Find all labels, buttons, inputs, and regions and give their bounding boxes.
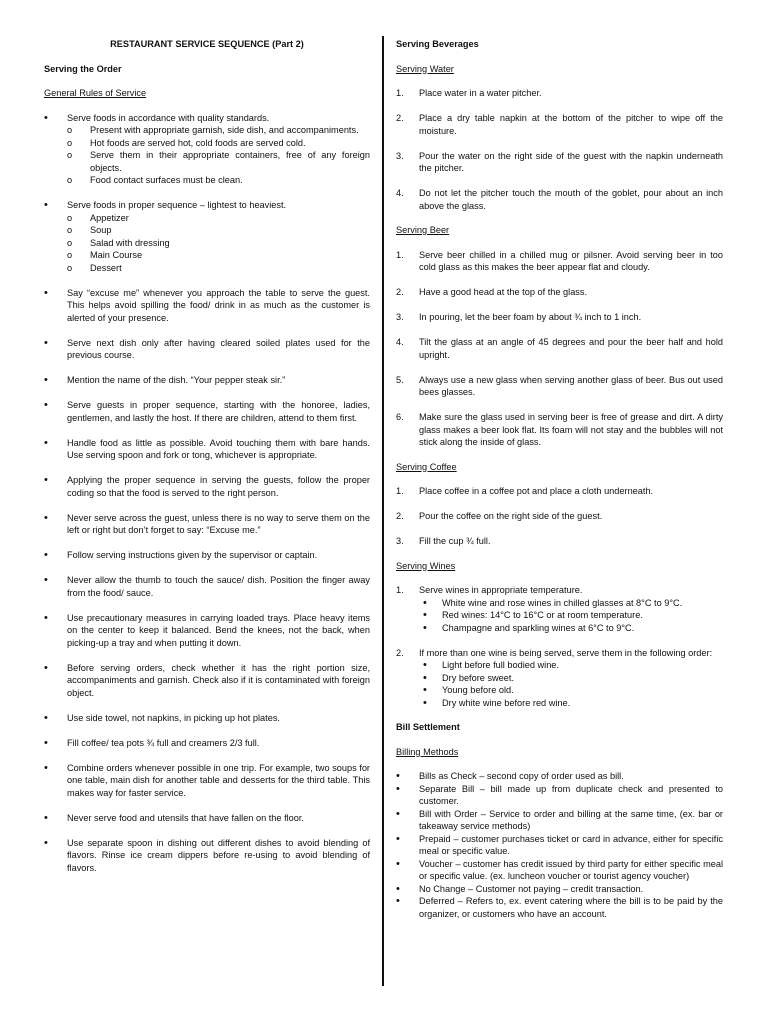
step-item [396,150,723,175]
sub-item: • Light before full bodied wine. [419,659,723,672]
rule-item: • Say “excuse me” whenever you approach the table to serve the guest. This helps avoid spilling the food/ drink in as much as the customer is alerted of your presence. [44,287,370,325]
step-text: Place water in a water pitcher. [419,88,542,98]
billing-item: • Separate Bill – bill made up from duplicate check and presented to customer. [396,783,723,808]
billing-item: • Prepaid – customer purchases ticket or card in advance, either for specific meal or specific value. [396,833,723,858]
step-number: 1. [396,249,404,260]
step-text: Pour the water on the right side of the guest with the napkin underneath the pitcher. [419,150,723,173]
step-number: 2. [396,511,404,521]
rule-item: • Before serving orders, check whether it has the right portion size, accompaniments and garnish. Check also if it is contaminated with foreign object. [44,662,370,700]
sub-item: • White wine and rose wines in chilled glasses at 8°C to 9°C. [419,597,723,610]
sub-item: • Red wines: 14°C to 16°C or at room temperature. [419,609,723,622]
subheading-serving-wines: Serving Wines [396,560,456,571]
subheading-billing-methods: Billing Methods [396,746,459,757]
sub-item: • Champagne and sparkling wines at 6°C to 9°C. [419,622,723,635]
rule-item: • Mention the name of the dish. “Your pepper steak sir.” [44,374,370,387]
step-item [396,112,723,137]
billing-methods-list [396,770,723,920]
sub-item: o Present with appropriate garnish, side dish, and accompaniments. [67,124,370,137]
step-number: 1. [396,585,404,595]
rule-item: • Fill coffee/ tea pots ¾ full and creamers 2/3 full. [44,737,370,750]
document-title: RESTAURANT SERVICE SEQUENCE (Part 2) [110,39,304,49]
step-number: 3. [396,536,404,546]
billing-item: • Bill with Order – Service to order and billing at the same time, (ex. bar or takeaway service methods) [396,808,723,833]
step-text: Place a dry table napkin at the bottom of the pitcher to wipe off the moisture. [419,113,723,136]
step-item [396,286,723,299]
step-item [396,311,723,324]
rule-text: Serve foods in proper sequence – lightest to heaviest. [67,200,287,210]
sub-item: • Young before old. [419,684,723,697]
step-number: 3. [396,312,404,322]
step-item [396,336,723,361]
step-item [396,87,723,100]
right-column [396,38,723,920]
coffee-steps-list [396,485,723,548]
step-number: 5. [396,374,404,385]
step-item [396,249,723,274]
billing-item: • No Change – Customer not paying – credit transaction. [396,883,723,896]
rule-item: • Serve guests in proper sequence, starting with the honoree, ladies, gentlemen, and lastly the host. If there are children, attend to them first. [44,399,370,424]
step-text: Tilt the glass at an angle of 45 degrees and pour the beer half and hold upright. [419,337,723,360]
left-column [44,38,370,887]
step-text: Have a good head at the top of the glass. [419,287,588,297]
step-number: 2. [396,113,404,123]
temperature-list [419,597,723,635]
step-text: In pouring, let the beer foam by about ¾ inch to 1 inch. [419,312,642,322]
rule-item: • Never serve across the guest, unless there is no way to serve them on the left or right but don’t forget to say: “Excuse me.” [44,512,370,537]
subheading-serving-beer: Serving Beer [396,225,450,235]
section-heading-serving-order: Serving the Order [44,63,122,74]
step-text: Do not let the pitcher touch the mouth of the goblet, pour about an inch above the glass. [419,188,723,211]
step-number: 1. [396,88,404,98]
water-steps-list [396,87,723,212]
subheading-serving-water: Serving Water [396,63,454,74]
rule-item: • Applying the proper sequence in serving the guests, follow the proper coding so that the food is served to the right person. [44,474,370,499]
step-text: Pour the coffee on the right side of the guest. [419,511,603,521]
billing-item: • Voucher – customer has credit issued by third party for either specific meal or specific value. (ex. luncheon voucher or tourist agency voucher) [396,858,723,883]
subheading-general-rules: General Rules of Service [44,88,147,98]
step-item [396,647,723,710]
step-text: Make sure the glass used in serving beer is free of grease and dirt. A dirty glass makes a beer look flat. Its foam will not stay and the bubbles will not stick along the inside of glass. [419,412,723,447]
step-item [396,485,723,498]
sub-item: o Appetizer [67,212,370,225]
step-number: 3. [396,150,404,161]
step-text: Place coffee in a coffee pot and place a cloth underneath. [419,486,654,496]
step-number: 6. [396,412,404,422]
sub-item: o Soup [67,224,370,237]
rule-item: • Follow serving instructions given by the supervisor or captain. [44,549,370,562]
step-item [396,374,723,399]
step-item [396,411,723,449]
step-item [396,510,723,523]
rule-item: • Serve next dish only after having cleared soiled plates used for the previous course. [44,337,370,362]
step-item [396,535,723,548]
step-text: Serve wines in appropriate temperature. [419,585,583,595]
rule-item [44,112,370,187]
step-item [396,187,723,212]
subheading-serving-coffee: Serving Coffee [396,461,457,472]
step-text: Fill the cup ¾ full. [419,536,491,546]
billing-item: • Bills as Check – second copy of order used as bill. [396,770,723,783]
general-rules-list [44,112,370,875]
wine-order-list [419,659,723,709]
beer-steps-list [396,249,723,449]
step-text: Always use a new glass when serving another glass of beer. Bus out used bees glasses. [419,374,723,397]
rule-item: • Use side towel, not napkins, in picking up hot plates. [44,712,370,725]
sub-list [67,212,370,275]
step-text: Serve beer chilled in a chilled mug or pilsner. Avoid serving beer in too cold glass as this makes the beer appear flat and cloudy. [419,249,723,272]
sub-item: o Food contact surfaces must be clean. [67,174,370,187]
step-number: 4. [396,188,404,198]
step-number: 1. [396,486,404,496]
rule-item: • Never allow the thumb to touch the sauce/ dish. Position the finger away from the food/ sauce. [44,574,370,599]
sub-item: o Dessert [67,262,370,275]
section-heading-serving-beverages: Serving Beverages [396,39,479,49]
sub-item: o Salad with dressing [67,237,370,250]
sub-item: o Main Course [67,249,370,262]
step-item [396,584,723,634]
wines-steps-list [396,584,723,709]
rule-item: • Combine orders whenever possible in one trip. For example, two soups for one table, main dish for another table and desserts for the third table. This makes way for faster service. [44,762,370,800]
rule-text: Serve foods in accordance with quality standards. [67,112,270,123]
billing-item: • Deferred – Refers to, ex. event catering where the bill is to be paid by the organizer, or customers who have an account. [396,895,723,920]
rule-item: • Never serve food and utensils that have fallen on the floor. [44,812,370,825]
rule-item: • Handle food as little as possible. Avoid touching them with bare hands. Use serving spoon and fork or tong, whichever is appropriate. [44,437,370,462]
rule-item: • Use separate spoon in dishing out different dishes to avoid blending of flavors. Rinse ice cream dippers before re-using to avoid blending of flavors. [44,837,370,875]
step-text: If more than one wine is being served, serve them in the following order: [419,647,713,658]
sub-item: o Hot foods are served hot, cold foods are served cold. [67,137,370,150]
sub-item: • Dry before sweet. [419,672,723,685]
sub-item: • Dry white wine before red wine. [419,697,723,710]
section-heading-bill-settlement: Bill Settlement [396,722,460,732]
step-number: 2. [396,647,404,658]
step-number: 2. [396,287,404,297]
sub-list [67,124,370,187]
sub-item: o Serve them in their appropriate containers, free of any foreign objects. [67,149,370,174]
column-divider [382,36,384,986]
rule-item [44,199,370,274]
rule-item: • Use precautionary measures in carrying loaded trays. Place heavy items on the center to keep it balanced. Bend the knees, not the back, when picking-up a tray and when putting it down. [44,612,370,650]
step-number: 4. [396,337,404,347]
